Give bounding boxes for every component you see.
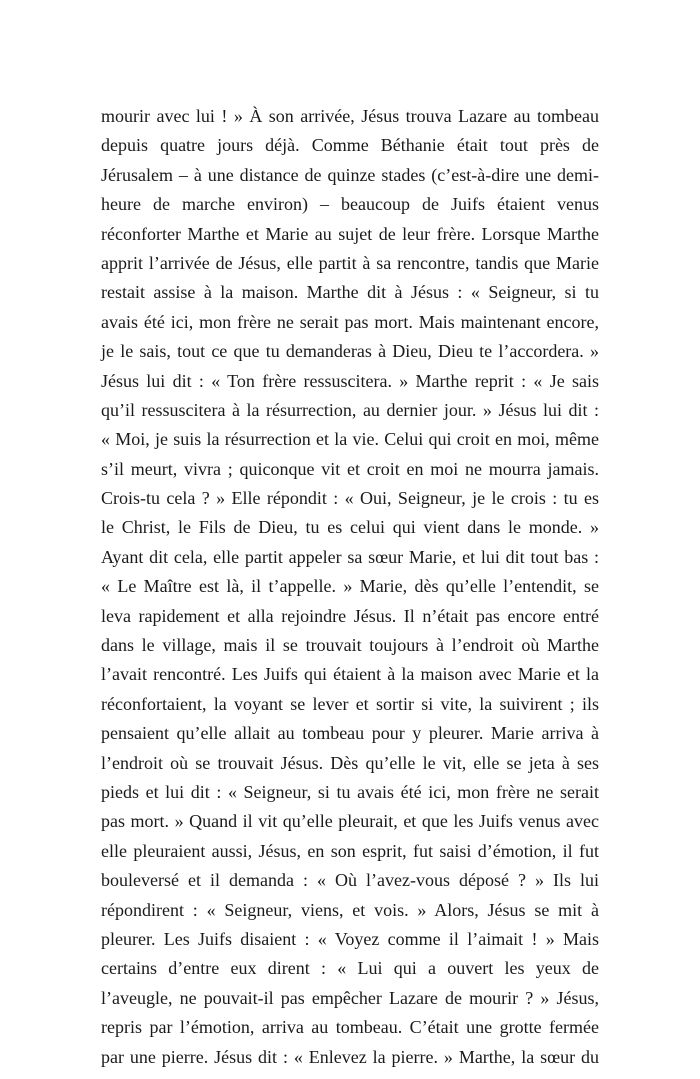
text-line: répondirent : « Seigneur, viens, et vois. » Alors, Jésus se mit à: [101, 899, 599, 920]
text-line: apprit l’arrivée de Jésus, elle partit à sa rencontre, tandis que Marie: [101, 252, 599, 273]
text-line: mourir avec lui ! » À son arrivée, Jésus trouva Lazare au tombeau: [101, 106, 599, 126]
text-line: heure de marche environ) – beaucoup de Juifs étaient venus: [101, 194, 599, 215]
text-line: Crois-tu cela ? » Elle répondit : « Oui, Seigneur, je le crois : tu es: [101, 488, 599, 509]
text-line: pieds et lui dit : « Seigneur, si tu avais été ici, mon frère ne serait: [101, 781, 599, 802]
text-line: l’endroit où se trouvait Jésus. Dès qu’elle le vit, elle se jeta à ses: [101, 752, 599, 773]
text-line: l’avait rencontré. Les Juifs qui étaient à la maison avec Marie et la: [101, 664, 599, 685]
text-line: depuis quatre jours déjà. Comme Béthanie était tout près de: [101, 135, 599, 156]
text-line: repris par l’émotion, arriva au tombeau. C’était une grotte fermée: [101, 1017, 599, 1038]
text-line: bouleversé et il demanda : « Où l’avez-vous déposé ? » Ils lui: [101, 870, 599, 891]
text-line: le Christ, le Fils de Dieu, tu es celui qui vient dans le monde. »: [101, 517, 599, 538]
text-line: réconforter Marthe et Marie au sujet de leur frère. Lorsque Marthe: [101, 223, 599, 244]
text-line: pleurer. Les Juifs disaient : « Voyez comme il l’aimait ! » Mais: [101, 928, 599, 949]
text-line: je le sais, tout ce que tu demanderas à Dieu, Dieu te l’accordera. »: [101, 341, 599, 362]
text-line: leva rapidement et alla rejoindre Jésus. Il n’était pas encore entré: [101, 605, 599, 626]
text-line: l’aveugle, ne pouvait-il pas empêcher Lazare de mourir ? » Jésus,: [101, 987, 599, 1008]
text-line: qu’il ressuscitera à la résurrection, au dernier jour. » Jésus lui dit :: [101, 399, 599, 420]
text-line: avais été ici, mon frère ne serait pas mort. Mais maintenant encore,: [101, 311, 599, 332]
text-line: s’il meurt, vivra ; quiconque vit et croit en moi ne mourra jamais.: [101, 458, 599, 479]
text-line: restait assise à la maison. Marthe dit à Jésus : « Seigneur, si tu: [101, 282, 599, 303]
text-line: certains d’entre eux dirent : « Lui qui a ouvert les yeux de: [101, 958, 599, 979]
text-line: elle pleuraient aussi, Jésus, en son esprit, fut saisi d’émotion, il fut: [101, 840, 599, 861]
text-line: pensaient qu’elle allait au tombeau pour y pleurer. Marie arriva à: [101, 723, 599, 744]
text-line: réconfortaient, la voyant se lever et sortir si vite, la suivirent ; ils: [101, 693, 599, 714]
text-line: « Le Maître est là, il t’appelle. » Marie, dès qu’elle l’entendit, se: [101, 576, 599, 597]
text-line: Ayant dit cela, elle partit appeler sa sœur Marie, et lui dit tout bas :: [101, 546, 599, 567]
text-line: pas mort. » Quand il vit qu’elle pleurait, et que les Juifs venus avec: [101, 811, 599, 832]
text-line: « Moi, je suis la résurrection et la vie. Celui qui croit en moi, même: [101, 429, 599, 450]
text-line: dans le village, mais il se trouvait toujours à l’endroit où Marthe: [101, 635, 599, 656]
text-line: par une pierre. Jésus dit : « Enlevez la pierre. » Marthe, la sœur du: [101, 1046, 599, 1067]
text-line: Jérusalem – à une distance de quinze stades (c’est-à-dire une demi-: [101, 164, 599, 185]
body-text: [101, 102, 599, 1072]
text-line: Jésus lui dit : « Ton frère ressuscitera. » Marthe reprit : « Je sais: [101, 370, 599, 391]
